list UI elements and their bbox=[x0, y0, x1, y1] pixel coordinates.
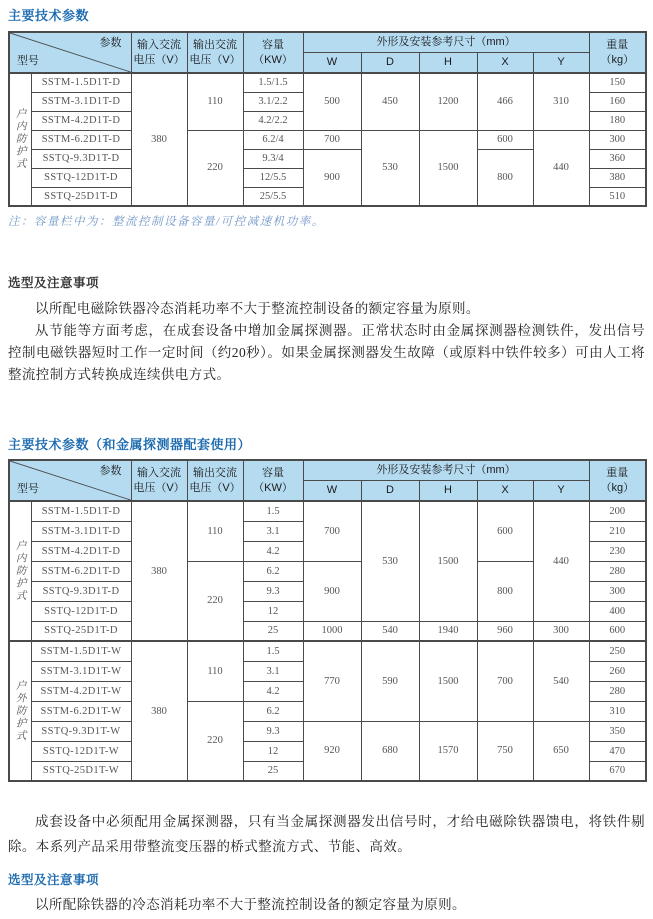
output-voltage-header: 输出交流 电压（V） bbox=[187, 460, 243, 501]
model-label: 型号 bbox=[17, 482, 39, 495]
dim-cell: 920 bbox=[303, 721, 361, 781]
paragraph-energy-saving: 从节能等方面考虑，在成套设备中增加金属探测器。正常状态时由金属探测器检测铁件，发出信号控制电磁铁器短时工作一定时间（约20秒）。如果金属探测器发生故障（或原料中铁件较多）可由人工将整流控制方式转换成连续供电方式。 bbox=[8, 323, 645, 382]
capacity-cell: 3.1 bbox=[243, 661, 303, 681]
group-label: 户内防护式 bbox=[9, 73, 31, 206]
dim-cell: 650 bbox=[533, 721, 589, 781]
dim-col-header-h: H bbox=[419, 480, 477, 501]
model-cell: SSTM-1.5D1T-W bbox=[31, 641, 131, 661]
dimensions-header: 外形及安装参考尺寸（mm） bbox=[303, 460, 589, 480]
capacity-note: 注：容量栏中为：整流控制设备容量/可控减速机功率。 bbox=[8, 216, 325, 228]
output-voltage-header: 输出交流 电压（V） bbox=[187, 32, 243, 73]
dim-cell: 600 bbox=[477, 501, 533, 561]
weight-cell: 150 bbox=[589, 73, 646, 92]
dim-cell: 440 bbox=[533, 130, 589, 206]
weight-cell: 180 bbox=[589, 111, 646, 130]
dim-cell: 1570 bbox=[419, 721, 477, 781]
model-cell: SSTQ-25D1T-W bbox=[31, 761, 131, 781]
model-cell: SSTQ-12D1T-W bbox=[31, 741, 131, 761]
selection-heading-2: 选型及注意事项 bbox=[8, 873, 100, 887]
capacity-cell: 12/5.5 bbox=[243, 168, 303, 187]
table-row bbox=[9, 641, 646, 661]
capacity-cell: 9.3 bbox=[243, 721, 303, 741]
model-cell: SSTQ-25D1T-D bbox=[31, 187, 131, 206]
input-voltage-header: 输入交流 电压（V） bbox=[131, 460, 187, 501]
paragraph-detector-required: 成套设备中必须配用金属探测器，只有当金属探测器发出信号时，才给电磁除铁器馈电，将铁件剔除。本系列产品采用带整流变压器的桥式整流方式、节能、高效。 bbox=[8, 814, 645, 854]
section2-title: 主要技术参数（和金属探测器配套使用） bbox=[8, 437, 252, 452]
capacity-cell: 25 bbox=[243, 761, 303, 781]
paragraph-principle-1: 以所配电磁除铁器冷态消耗功率不大于整流控制设备的额定容量为原则。 bbox=[35, 301, 480, 316]
weight-cell: 260 bbox=[589, 661, 646, 681]
weight-cell: 230 bbox=[589, 541, 646, 561]
weight-cell: 280 bbox=[589, 681, 646, 701]
model-cell: SSTM-6.2D1T-W bbox=[31, 701, 131, 721]
weight-cell: 310 bbox=[589, 701, 646, 721]
weight-cell: 300 bbox=[589, 130, 646, 149]
dim-cell: 750 bbox=[477, 721, 533, 781]
model-param-header bbox=[9, 460, 131, 501]
dim-cell: 300 bbox=[533, 621, 589, 641]
capacity-header: 容量 （KW） bbox=[243, 460, 303, 501]
voltage-cell: 220 bbox=[187, 561, 243, 641]
group-label: 户内防护式 bbox=[9, 501, 31, 641]
dim-cell: 530 bbox=[361, 130, 419, 206]
paragraph-principle-2: 以所配除铁器的冷态消耗功率不大于整流控制设备的额定容量为原则。 bbox=[35, 897, 466, 912]
dim-cell: 1500 bbox=[419, 641, 477, 721]
dim-cell: 590 bbox=[361, 641, 419, 721]
capacity-header: 容量 （KW） bbox=[243, 32, 303, 73]
weight-cell: 280 bbox=[589, 561, 646, 581]
weight-cell: 510 bbox=[589, 187, 646, 206]
voltage-cell: 110 bbox=[187, 641, 243, 701]
main-parameters-table-container bbox=[8, 31, 645, 207]
detector-parameters-table-container bbox=[8, 459, 645, 782]
dim-cell: 960 bbox=[477, 621, 533, 641]
dim-cell: 700 bbox=[303, 130, 361, 149]
voltage-cell: 220 bbox=[187, 130, 243, 206]
dim-cell: 600 bbox=[477, 130, 533, 149]
capacity-cell: 9.3 bbox=[243, 581, 303, 601]
capacity-cell: 6.2 bbox=[243, 561, 303, 581]
voltage-cell: 110 bbox=[187, 501, 243, 561]
weight-cell: 470 bbox=[589, 741, 646, 761]
model-cell: SSTM-4.2D1T-W bbox=[31, 681, 131, 701]
model-cell: SSTM-6.2D1T-D bbox=[31, 130, 131, 149]
dim-cell: 1200 bbox=[419, 73, 477, 130]
dim-cell: 500 bbox=[303, 73, 361, 130]
weight-cell: 350 bbox=[589, 721, 646, 741]
dim-col-header-y: Y bbox=[533, 480, 589, 501]
capacity-cell: 25/5.5 bbox=[243, 187, 303, 206]
dim-col-header-x: X bbox=[477, 52, 533, 73]
model-label: 型号 bbox=[17, 54, 39, 67]
dim-col-header-w: W bbox=[303, 480, 361, 501]
weight-header: 重量 （kg） bbox=[589, 32, 646, 73]
param-label: 参数 bbox=[99, 465, 122, 477]
dim-cell: 310 bbox=[533, 73, 589, 130]
dim-col-header-x: X bbox=[477, 480, 533, 501]
dim-cell: 700 bbox=[477, 641, 533, 721]
model-cell: SSTM-3.1D1T-D bbox=[31, 521, 131, 541]
model-cell: SSTQ-9.3D1T-D bbox=[31, 149, 131, 168]
weight-cell: 210 bbox=[589, 521, 646, 541]
weight-cell: 670 bbox=[589, 761, 646, 781]
capacity-cell: 9.3/4 bbox=[243, 149, 303, 168]
dim-cell: 450 bbox=[361, 73, 419, 130]
model-param-header bbox=[9, 32, 131, 73]
model-cell: SSTQ-9.3D1T-D bbox=[31, 581, 131, 601]
dim-cell: 680 bbox=[361, 721, 419, 781]
model-cell: SSTQ-12D1T-D bbox=[31, 168, 131, 187]
model-cell: SSTM-1.5D1T-D bbox=[31, 501, 131, 521]
capacity-cell: 12 bbox=[243, 741, 303, 761]
voltage-cell: 110 bbox=[187, 73, 243, 130]
model-cell: SSTM-6.2D1T-D bbox=[31, 561, 131, 581]
weight-cell: 360 bbox=[589, 149, 646, 168]
dim-cell: 770 bbox=[303, 641, 361, 721]
dim-col-header-d: D bbox=[361, 480, 419, 501]
table-row bbox=[9, 721, 646, 741]
capacity-cell: 4.2/2.2 bbox=[243, 111, 303, 130]
dim-cell: 1000 bbox=[303, 621, 361, 641]
capacity-cell: 4.2 bbox=[243, 541, 303, 561]
model-cell: SSTM-4.2D1T-D bbox=[31, 541, 131, 561]
dim-col-header-w: W bbox=[303, 52, 361, 73]
weight-cell: 250 bbox=[589, 641, 646, 661]
table-row bbox=[9, 621, 646, 641]
main-parameters-table bbox=[8, 31, 647, 207]
voltage-cell: 220 bbox=[187, 701, 243, 781]
weight-header: 重量 （kg） bbox=[589, 460, 646, 501]
model-cell: SSTQ-9.3D1T-W bbox=[31, 721, 131, 741]
dim-cell: 540 bbox=[361, 621, 419, 641]
capacity-cell: 6.2/4 bbox=[243, 130, 303, 149]
selection-heading-1: 选型及注意事项 bbox=[8, 276, 100, 290]
capacity-cell: 6.2 bbox=[243, 701, 303, 721]
dim-col-header-d: D bbox=[361, 52, 419, 73]
dim-cell: 540 bbox=[533, 641, 589, 721]
capacity-cell: 4.2 bbox=[243, 681, 303, 701]
dim-col-header-h: H bbox=[419, 52, 477, 73]
dim-cell: 1940 bbox=[419, 621, 477, 641]
voltage-cell: 380 bbox=[131, 73, 187, 206]
weight-cell: 380 bbox=[589, 168, 646, 187]
capacity-cell: 3.1 bbox=[243, 521, 303, 541]
param-label: 参数 bbox=[99, 37, 122, 49]
voltage-cell: 380 bbox=[131, 501, 187, 641]
dim-cell: 440 bbox=[533, 501, 589, 621]
model-cell: SSTM-1.5D1T-D bbox=[31, 73, 131, 92]
weight-cell: 160 bbox=[589, 92, 646, 111]
model-cell: SSTM-4.2D1T-D bbox=[31, 111, 131, 130]
table-row bbox=[9, 130, 646, 149]
input-voltage-header: 输入交流 电压（V） bbox=[131, 32, 187, 73]
model-cell: SSTM-3.1D1T-W bbox=[31, 661, 131, 681]
dim-cell: 900 bbox=[303, 561, 361, 621]
model-cell: SSTQ-12D1T-D bbox=[31, 601, 131, 621]
model-cell: SSTM-3.1D1T-D bbox=[31, 92, 131, 111]
dim-cell: 1500 bbox=[419, 501, 477, 621]
dim-cell: 700 bbox=[303, 501, 361, 561]
capacity-cell: 1.5 bbox=[243, 501, 303, 521]
table-row bbox=[9, 73, 646, 92]
weight-cell: 300 bbox=[589, 581, 646, 601]
weight-cell: 400 bbox=[589, 601, 646, 621]
dim-cell: 800 bbox=[477, 149, 533, 206]
weight-cell: 600 bbox=[589, 621, 646, 641]
weight-cell: 200 bbox=[589, 501, 646, 521]
dim-cell: 466 bbox=[477, 73, 533, 130]
detector-parameters-table bbox=[8, 459, 647, 782]
dim-cell: 900 bbox=[303, 149, 361, 206]
capacity-cell: 1.5/1.5 bbox=[243, 73, 303, 92]
capacity-cell: 3.1/2.2 bbox=[243, 92, 303, 111]
capacity-cell: 12 bbox=[243, 601, 303, 621]
model-cell: SSTQ-25D1T-D bbox=[31, 621, 131, 641]
voltage-cell: 380 bbox=[131, 641, 187, 781]
dim-cell: 1500 bbox=[419, 130, 477, 206]
capacity-cell: 1.5 bbox=[243, 641, 303, 661]
dimensions-header: 外形及安装参考尺寸（mm） bbox=[303, 32, 589, 52]
capacity-cell: 25 bbox=[243, 621, 303, 641]
group-label: 户外防护式 bbox=[9, 641, 31, 781]
table-row bbox=[9, 501, 646, 521]
dim-col-header-y: Y bbox=[533, 52, 589, 73]
section1-title: 主要技术参数 bbox=[8, 8, 90, 23]
dim-cell: 800 bbox=[477, 561, 533, 621]
dim-cell: 530 bbox=[361, 501, 419, 621]
